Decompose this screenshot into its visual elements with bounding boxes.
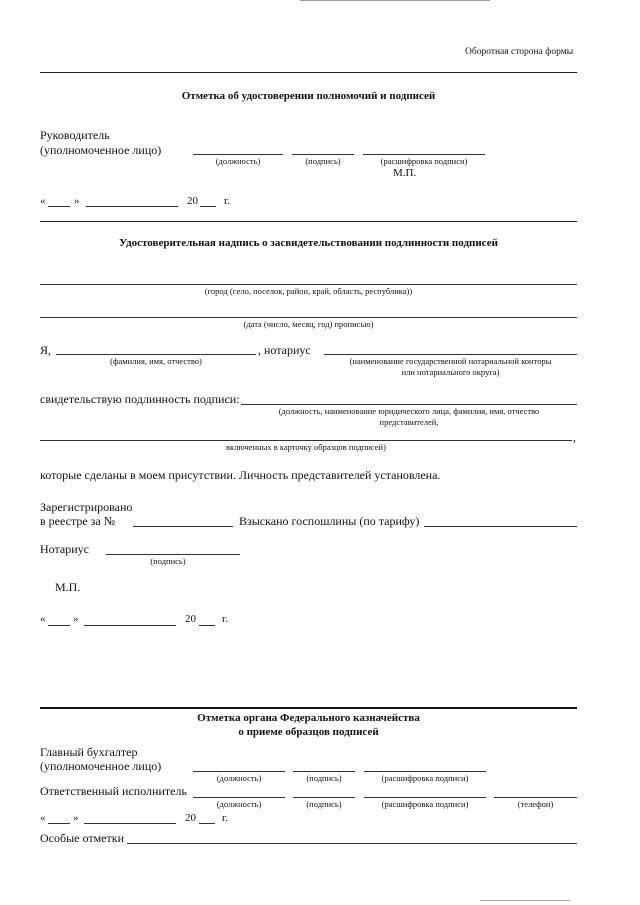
s2-year-prefix: 20 — [185, 613, 196, 625]
presence-text: которые сделаны в моем присутствии. Личность представителей установлена. — [40, 468, 441, 482]
executor-decoding-caption: (расшифровка подписи) — [381, 799, 469, 809]
certify-label: свидетельствую подлинность подписи: — [40, 392, 240, 406]
city-caption: (город (село, поселок, район, край, область, республика)) — [204, 286, 413, 296]
s2-year-suffix: г. — [222, 613, 229, 625]
s1-year-prefix: 20 — [187, 195, 198, 207]
included-caption: включенных в карточку образцов подписей) — [226, 442, 386, 452]
head-label-1: Руководитель — [40, 128, 110, 142]
accountant-position-caption: (должность) — [216, 773, 262, 783]
s3-date-open-quote: « — [40, 812, 46, 824]
section1-bottom-rule — [40, 221, 577, 222]
s1-date-month-line[interactable] — [86, 206, 178, 207]
executor-signature-line[interactable] — [293, 797, 355, 798]
s2-date-close-quote: » — [73, 613, 79, 625]
notary-name-line[interactable] — [56, 354, 256, 355]
scan-artifact-top — [300, 0, 490, 1]
header-note: Оборотная сторона формы — [465, 47, 574, 57]
accountant-decoding-caption: (расшифровка подписи) — [381, 773, 469, 783]
s1-year-suffix: г. — [224, 195, 231, 207]
head-signature-caption: (подпись) — [305, 156, 341, 166]
section2-stamp: М.П. — [55, 580, 81, 594]
accountant-signature-caption: (подпись) — [306, 773, 342, 783]
s3-year-line[interactable] — [199, 823, 215, 824]
head-label-2: (уполномоченное лицо) — [40, 143, 162, 157]
s2-date-open-quote: « — [40, 613, 46, 625]
s2-date-month-line[interactable] — [84, 625, 176, 626]
notary-sign-caption: (подпись) — [150, 556, 186, 566]
s3-date-day-line[interactable] — [48, 823, 70, 824]
s3-year-suffix: г. — [222, 812, 229, 824]
registered-label-1: Зарегистрировано — [40, 500, 133, 514]
accountant-signature-line[interactable] — [293, 771, 355, 772]
notary-office-line[interactable] — [324, 354, 577, 355]
head-position-caption: (должность) — [215, 156, 261, 166]
head-position-line[interactable] — [193, 154, 283, 155]
representatives-caption-2: представителей, — [379, 417, 439, 427]
section1-stamp: М.П. — [393, 167, 417, 179]
notary-office-caption-1: (наименование государственной нотариальной конторы — [349, 356, 552, 366]
notary-label: , нотариус — [258, 343, 311, 357]
representatives-comma: , — [573, 430, 576, 444]
accountant-label-1: Главный бухгалтер — [40, 745, 138, 759]
section2-title: Удостоверительная надпись о засвидетельствовании подлинности подписей — [119, 237, 498, 249]
executor-signature-caption: (подпись) — [306, 799, 342, 809]
s1-year-line[interactable] — [200, 206, 216, 207]
head-decoding-caption: (расшифровка подписи) — [380, 156, 468, 166]
i-label: Я, — [40, 343, 52, 357]
fee-line[interactable] — [424, 526, 577, 527]
section3-title-2: о приеме образцов подписей — [238, 726, 379, 738]
scan-artifact-bottom — [480, 900, 570, 901]
section1-title: Отметка об удостоверении полномочий и подписей — [181, 90, 436, 102]
fee-label: Взыскано госпошлины (по тарифу) — [239, 514, 420, 528]
registered-label-2: в реестре за № — [40, 514, 116, 528]
s3-year-prefix: 20 — [185, 812, 196, 824]
representatives-caption-1: (должность, наименование юридического лица, фамилия, имя, отчество — [278, 406, 540, 416]
section3-top-rule — [40, 707, 577, 709]
s1-date-day-line[interactable] — [48, 206, 70, 207]
notary-sign-label: Нотариус — [40, 542, 89, 556]
accountant-label-2: (уполномоченное лицо) — [40, 759, 162, 773]
head-decoding-line[interactable] — [363, 154, 485, 155]
section3-title-1: Отметка органа Федерального казначейства — [197, 712, 420, 724]
notary-office-caption-2: или нотариального округа) — [401, 367, 500, 377]
registry-number-line[interactable] — [133, 526, 233, 527]
s3-date-month-line[interactable] — [84, 823, 176, 824]
header-rule — [40, 72, 577, 73]
representatives-line-2[interactable] — [40, 440, 572, 441]
notary-sign-line[interactable] — [106, 554, 240, 555]
representatives-line[interactable] — [241, 404, 577, 405]
executor-position-line[interactable] — [193, 797, 285, 798]
s1-date-open-quote: « — [40, 195, 46, 207]
accountant-position-line[interactable] — [193, 771, 285, 772]
city-line[interactable] — [40, 284, 577, 285]
notary-name-caption: (фамилия, имя, отчество) — [110, 356, 202, 366]
s2-date-day-line[interactable] — [48, 625, 70, 626]
date-words-line[interactable] — [40, 317, 577, 318]
special-marks-label: Особые отметки — [40, 831, 124, 845]
executor-decoding-line[interactable] — [364, 797, 486, 798]
date-words-caption: (дата (число, месяц, год) прописью) — [243, 319, 374, 329]
executor-phone-caption: (телефон) — [517, 799, 554, 809]
s3-date-close-quote: » — [73, 812, 79, 824]
accountant-decoding-line[interactable] — [364, 771, 486, 772]
s1-date-close-quote: » — [74, 195, 80, 207]
special-marks-line[interactable] — [127, 843, 577, 844]
executor-position-caption: (должность) — [216, 799, 262, 809]
s2-year-line[interactable] — [199, 625, 215, 626]
executor-phone-line[interactable] — [494, 797, 577, 798]
head-signature-line[interactable] — [292, 154, 354, 155]
executor-label: Ответственный исполнитель — [40, 784, 187, 798]
